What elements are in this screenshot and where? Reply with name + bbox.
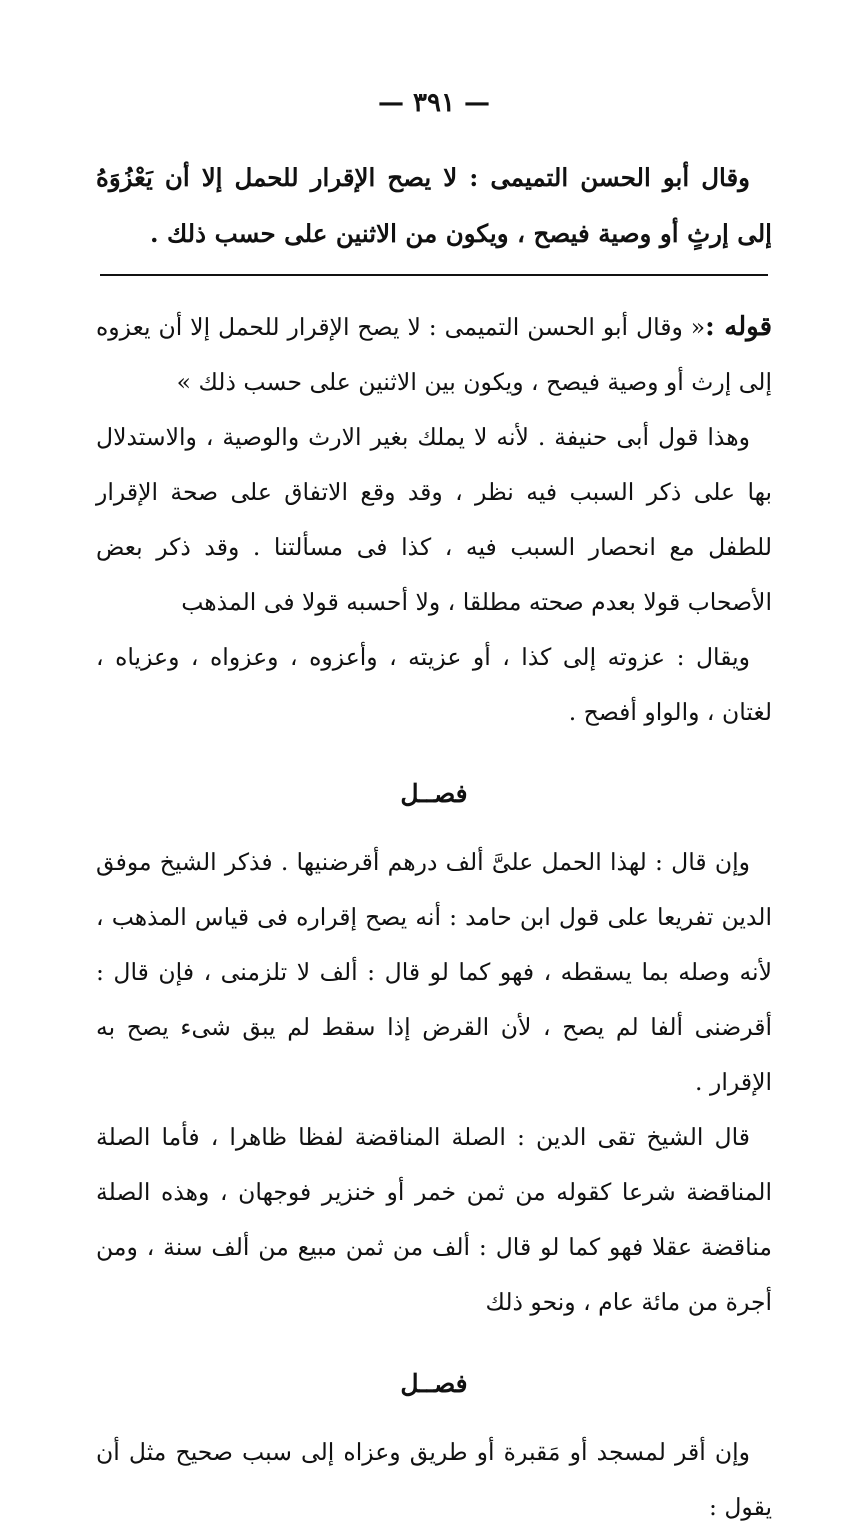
page-number: — ٣٩١ — — [377, 88, 491, 118]
main-text-block — [96, 150, 772, 262]
section-1-heading: فصــل — [400, 779, 468, 808]
commentary-quote — [96, 300, 772, 410]
section-divider-line — [100, 274, 768, 276]
commentary-paragraph-1: وهذا قول أبى حنيفة . لأنه لا يملك بغير الارث والوصية ، والاستدلال بها على ذكر السبب فيه نظر ، وقد وقع الاتفاق على صحة الإقرار للطفل مع انحصار السبب فيه ، كذا فى مسألتنا . وقد ذكر بعض الأصحاب قولا بعدم صحته مطلقا ، ولا أحسبه قولا فى المذهب — [96, 423, 772, 616]
section-1-paragraph-1: وإن قال : لهذا الحمل علىَّ ألف درهم أقرضنيها . فذكر الشيخ موفق الدين تفريعا على قول ابن حامد : أنه يصح إقراره فى قياس المذهب ، لأنه وصله بما يسقطه ، فهو كما لو قال : ألف لا تلزمنى ، فإن قال : أقرضنى ألفا لم يصح ، لأن القرض إذا سقط لم يبق شىء يصح به الإقرار . — [96, 848, 772, 1096]
section-2-heading: فصــل — [400, 1369, 468, 1398]
quote-text: « وقال أبو الحسن التميمى : لا يصح الإقرار للحمل إلا أن يعزوه إلى إرث أو وصية فيصح ، ويكون بين الاثنين على حسب ذلك » — [96, 313, 772, 396]
commentary-block — [96, 300, 772, 1535]
quote-lead-word: قوله : — [705, 312, 772, 342]
main-text-paragraph: وقال أبو الحسن التميمى : لا يصح الإقرار للحمل إلا أن يَعْزُوَهُ إلى إرثٍ أو وصية فيصح ، ويكون من الاثنين على حسب ذلك . — [96, 163, 772, 248]
commentary-paragraph-2: ويقال : عزوته إلى كذا ، أو عزيته ، وأعزوه ، وعزواه ، وعزياه ، لغتان ، والواو أفصح . — [96, 643, 772, 726]
section-2-paragraph-1: وإن أقر لمسجد أو مَقبرة أو طريق وعزاه إلى سبب صحيح مثل أن يقول : — [96, 1438, 772, 1521]
section-1-paragraph-2: قال الشيخ تقى الدين : الصلة المناقضة لفظا ظاهرا ، فأما الصلة المناقضة شرعا كقوله من ثمن خمر أو خنزير فوجهان ، وهذه الصلة مناقضة عقلا فهو كما لو قال : ألف من ثمن مبيع من ألف سنة ، ومن أجرة من مائة عام ، ونحو ذلك — [96, 1123, 772, 1316]
